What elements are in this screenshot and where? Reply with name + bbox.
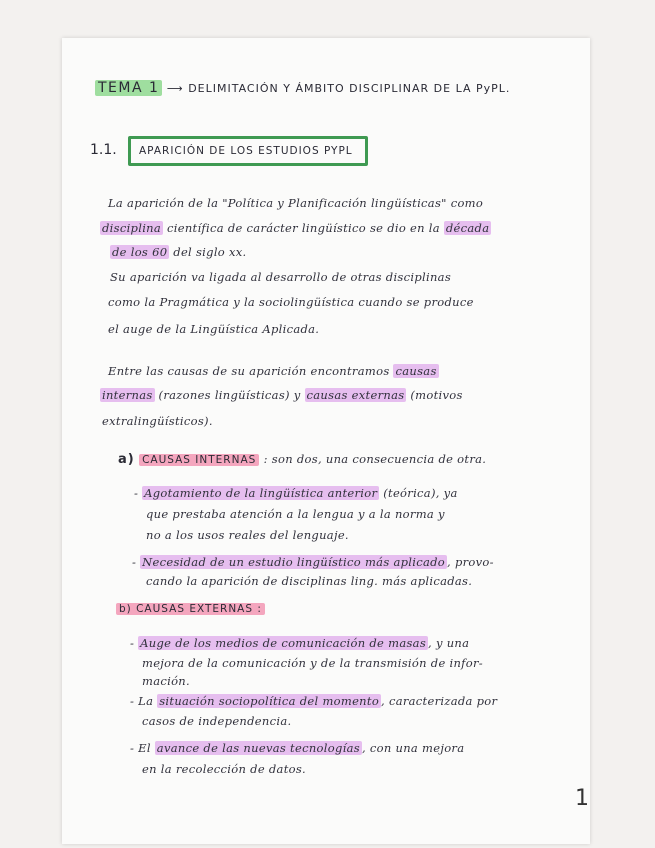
p1-line3 (110, 245, 247, 259)
section-title: APARICIÓN DE LOS ESTUDIOS PYPL (139, 145, 353, 157)
ce-item2-line1-tail: , caracterizada por (381, 694, 498, 708)
ce-item2-line1 (130, 694, 497, 708)
ce-item2-line2: casos de independencia. (142, 714, 292, 728)
ce-item3-line2: en la recolección de datos. (142, 762, 306, 776)
ci-item2-line1-tail: , provo- (447, 555, 494, 569)
bullet: - (132, 555, 137, 569)
causas-internas-tail: : son dos, una consecuencia de otra. (263, 452, 487, 466)
tema-label: TEMA 1 (95, 80, 162, 96)
p3-line1 (108, 364, 439, 378)
highlight-disciplina: disciplina (102, 221, 162, 235)
p1-line3-text: del siglo xx. (169, 245, 247, 259)
bullet: - (130, 741, 135, 755)
highlight-auge-medios: Auge de los medios de comunicación de masas (140, 636, 427, 650)
p3-line1-text: Entre las causas de su aparición encontramos (108, 364, 394, 378)
ce-item2-line1-head: La (138, 694, 158, 708)
p3-line2-tail: (motivos (406, 388, 463, 402)
ci-item1-line1-tail: (teórica), ya (379, 486, 458, 500)
ce-item3-line1 (130, 741, 464, 755)
page-number: 1 (575, 786, 589, 811)
header-title: DELIMITACIÓN Y ÁMBITO DISCIPLINAR DE LA PyPL. (188, 82, 511, 95)
p1-line2-text: científica de carácter lingüístico se dio en la (163, 221, 444, 235)
section-title-box (128, 136, 368, 166)
letter-a: a) (118, 452, 135, 467)
causas-internas-label: CAUSAS INTERNAS (139, 454, 259, 466)
bullet: - (130, 694, 135, 708)
highlight-causas: causas (395, 364, 437, 378)
highlight-causas-externas: causas externas (306, 388, 405, 402)
ce-item3-line1-tail: , con una mejora (361, 741, 465, 755)
highlight-necesidad: Necesidad de un estudio lingüístico más aplicado (142, 555, 446, 569)
causas-externas-label: b) CAUSAS EXTERNAS : (116, 603, 265, 615)
page-header (95, 80, 510, 96)
p1-line2 (100, 221, 491, 235)
ce-item3-line1-head: El (138, 741, 155, 755)
highlight-agotamiento: Agotamiento de la lingüística anterior (144, 486, 378, 500)
p3-line3: extralingüísticos). (102, 414, 213, 428)
highlight-internas: internas (102, 388, 153, 402)
p1-line1: La aparición de la "Política y Planificación lingüísticas" como (108, 196, 484, 210)
p3-line2-text: (razones lingüísticas) y (154, 388, 305, 402)
causas-externas-heading (116, 603, 265, 615)
ce-item1-line2: mejora de la comunicación y de la transmisión de infor- (142, 656, 483, 670)
ci-item2-line2: cando la aparición de disciplinas ling. más aplicadas. (146, 574, 473, 588)
ci-item1-line3: no a los usos reales del lenguaje. (146, 528, 349, 542)
ci-item1-line1 (134, 486, 458, 500)
header-arrow: ⟶ (166, 82, 184, 95)
ce-item1-line1-tail: , y una (428, 636, 470, 650)
ci-item2-line1 (132, 555, 494, 569)
causas-internas-heading (118, 452, 486, 467)
highlight-de-los-60: de los 60 (112, 245, 168, 259)
highlight-avance: avance de las nuevas tecnologías (156, 741, 360, 755)
highlight-decada: década (445, 221, 490, 235)
p2-line2: como la Pragmática y la sociolingüística cuando se produce (108, 295, 474, 309)
bullet: - (130, 636, 135, 650)
ce-item1-line1 (130, 636, 469, 650)
section-number: 1.1. (90, 142, 117, 158)
ci-item1-line2: que prestaba atención a la lengua y a la norma y (146, 507, 445, 521)
bullet: - (134, 486, 139, 500)
p3-line2 (100, 388, 463, 402)
ce-item1-line3: mación. (142, 674, 190, 688)
highlight-situacion: situación sociopolítica del momento (159, 694, 380, 708)
p2-line3: el auge de la Lingüística Aplicada. (108, 322, 320, 336)
p2-line1: Su aparición va ligada al desarrollo de otras disciplinas (110, 270, 452, 284)
